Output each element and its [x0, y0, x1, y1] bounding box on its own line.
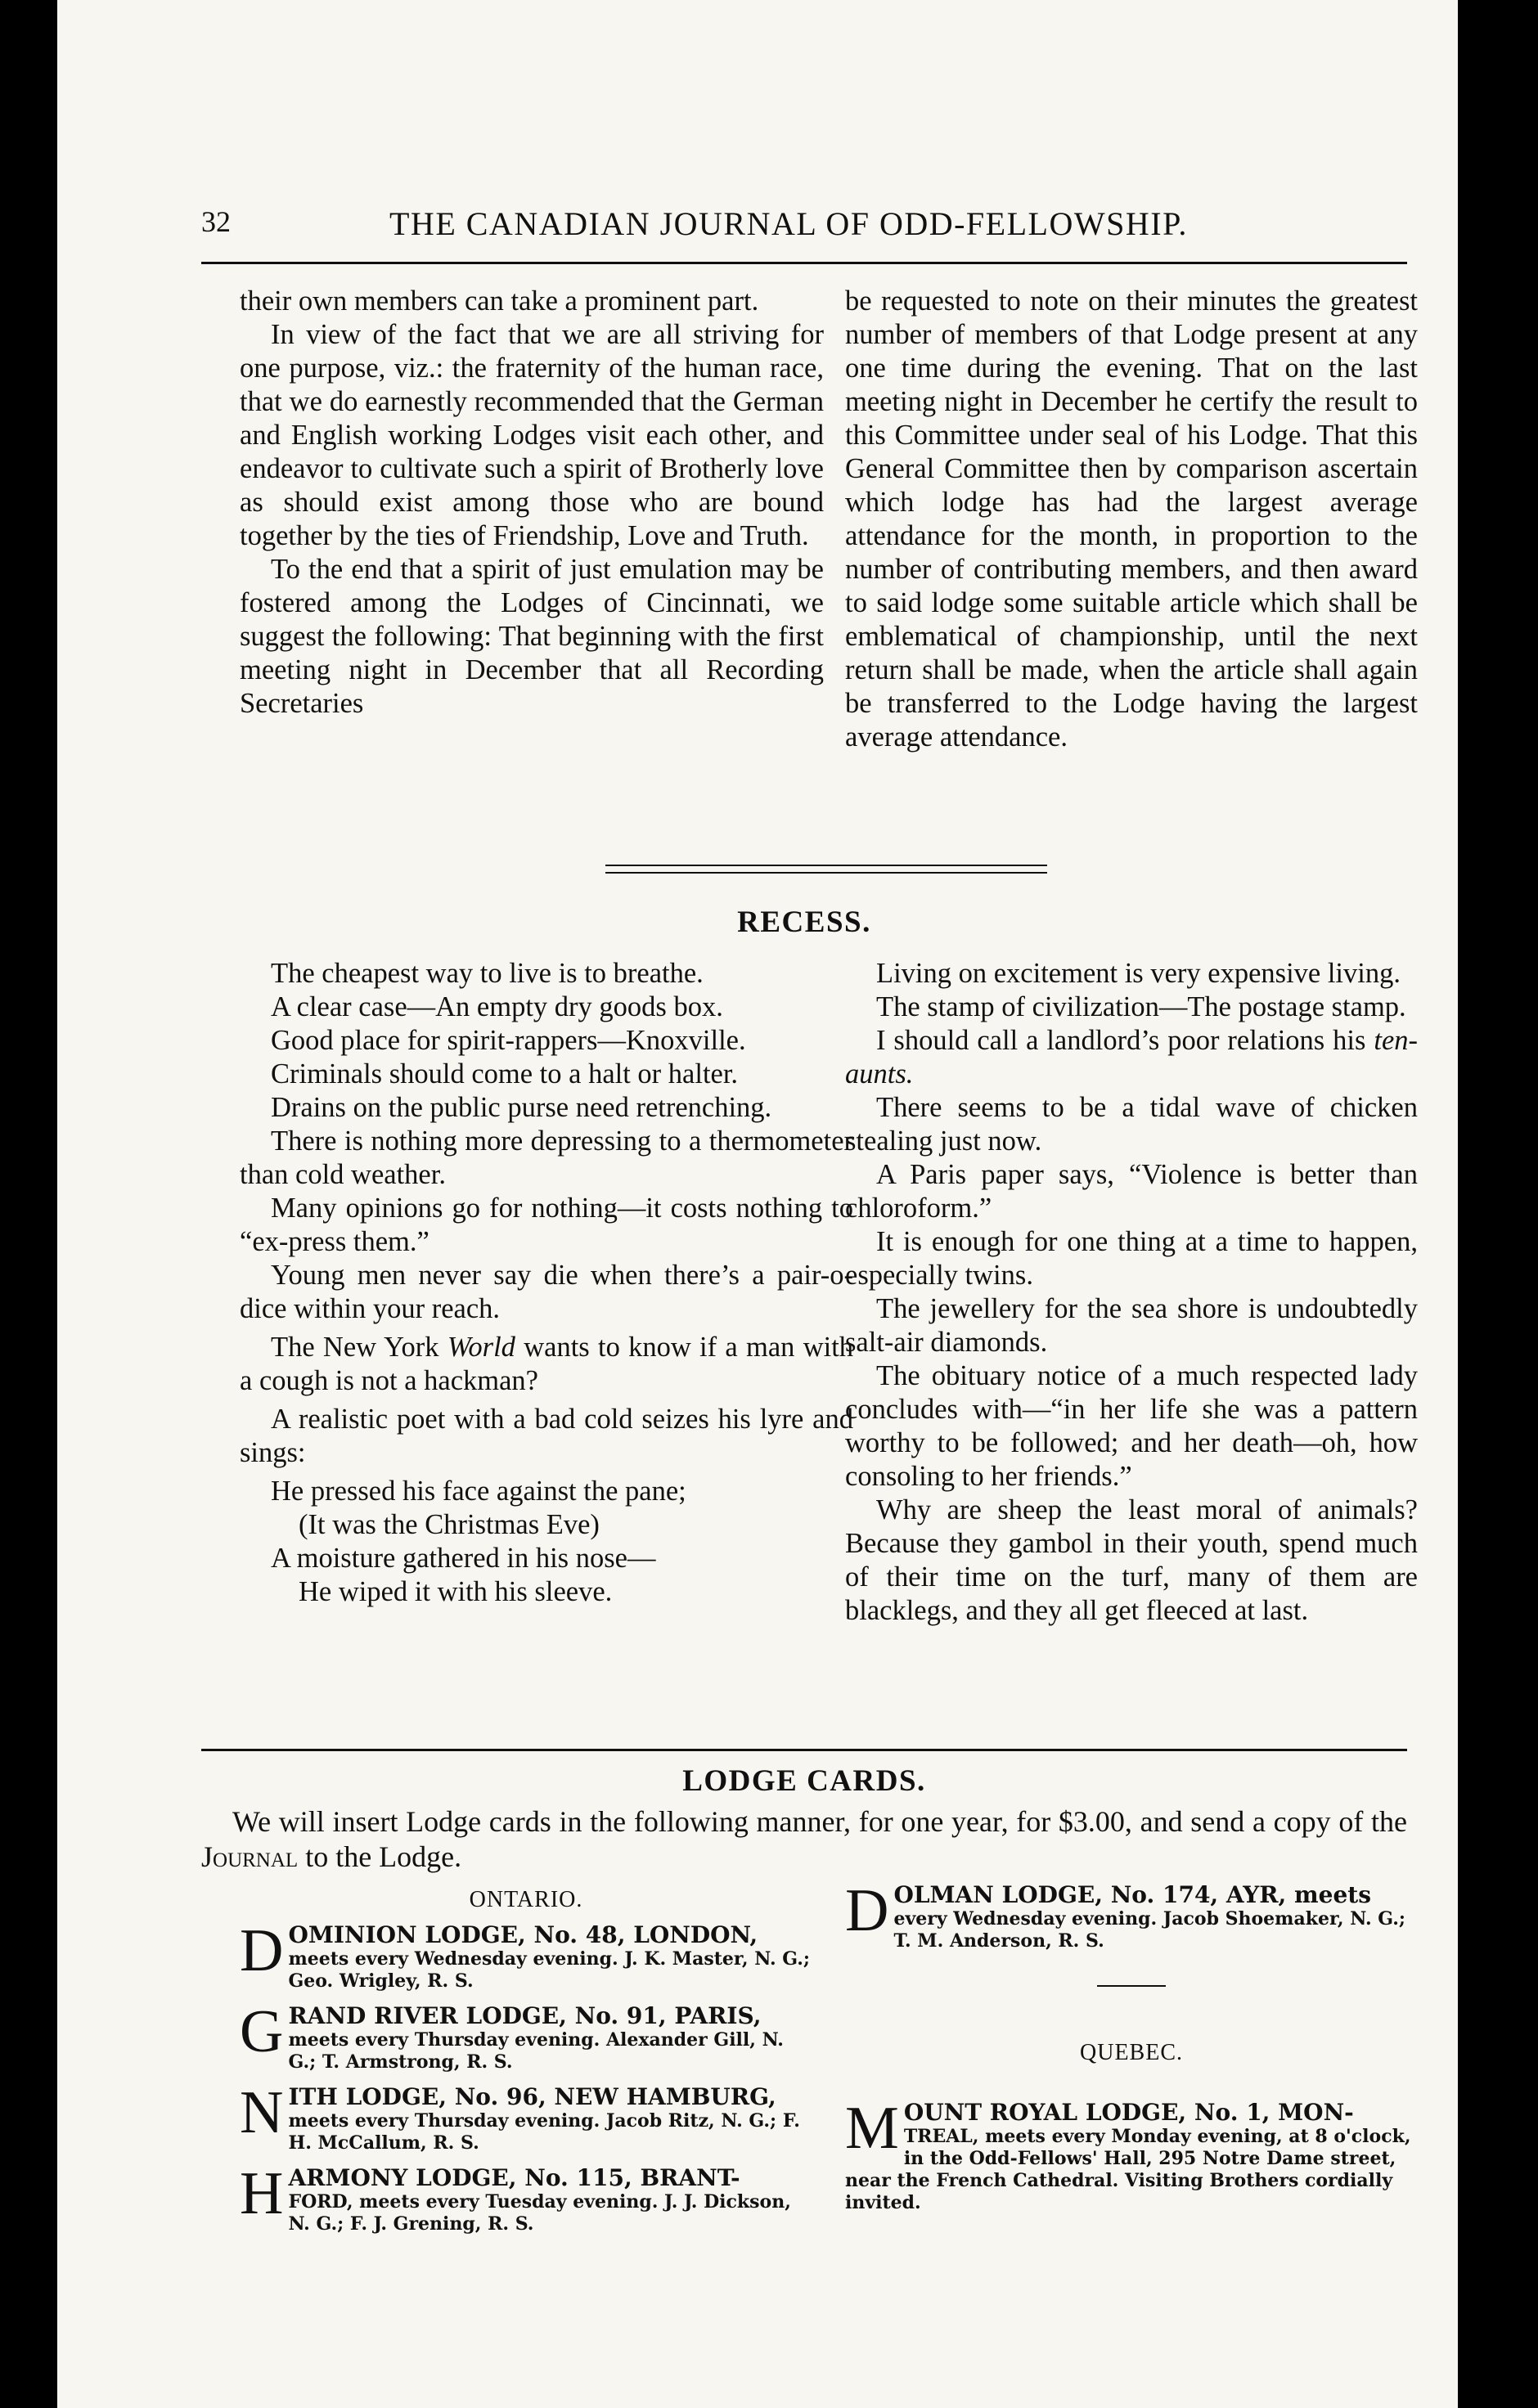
- lodge-card-dominion: [240, 1917, 812, 1992]
- header-rule: [201, 262, 1407, 264]
- lodge-card-body: TREAL, meets every Monday evening, at 8 o'clock, in the Odd-Fellows' Hall, 295 Notre Dame street, near the French Cathedral. Visiting Brothers cordially invited.: [845, 2126, 1411, 2213]
- lodge-card-body: FORD, meets every Tuesday evening. J. J. Dickson, N. G.; F. J. Grening, R. S.: [288, 2191, 791, 2235]
- verse-line: A moisture gathered in his nose—: [271, 1543, 656, 1574]
- lodge-card-body: meets every Thursday evening. Jacob Ritz, N. G.; F. H. McCallum, R. S.: [288, 2110, 800, 2154]
- drop-cap: N: [240, 2079, 284, 2146]
- article-left-column: [240, 285, 824, 721]
- ten-aunts-italic: ten-aunts.: [845, 1025, 1419, 1089]
- lodge-card-harmony: [240, 2160, 812, 2235]
- recess-joke: Why are sheep the least moral of animals? Because they gambol in their youth, spend much of their time on the turf, many of them are blacklegs, and they all get fleeced at last.: [845, 1494, 1418, 1626]
- recess-joke: Young men never say die when there’s a pair-o-dice within your reach.: [240, 1260, 853, 1324]
- article-paragraph: be requested to note on their minutes the greatest number of members of that Lodge present at any one time during the evening. That on the last meeting night in December he certify the result to this Committee under seal of his Lodge. That this General Committee then by comparison ascertain which lodge has had the largest average attendance for the month, in proportion to the number of contributing members, and then award to said lodge some suitable article which shall be emblematical of championship, until the next return shall be made, when the article shall again be transferred to the Lodge having the largest average attendance.: [845, 285, 1418, 752]
- lodge-card-heading: ITH LODGE, No. 96, NEW HAMBURG,: [288, 2083, 776, 2110]
- recess-joke-tenaunts: I should call a landlord’s poor relations his ten-aunts.: [845, 1025, 1419, 1089]
- recess-verse: [240, 1475, 853, 1609]
- lodge-card-heading: RAND RIVER LODGE, No. 91, PARIS,: [288, 2002, 762, 2029]
- drop-cap: D: [240, 1917, 284, 1984]
- recess-poet-intro: A realistic poet with a bad cold seizes his lyre and sings:: [240, 1404, 853, 1468]
- recess-title: RECESS.: [737, 905, 871, 939]
- article-right-column: [845, 285, 1418, 754]
- recess-joke: The cheapest way to live is to breathe.: [271, 958, 704, 989]
- recess-joke: The stamp of civilization—The postage stamp.: [876, 991, 1406, 1022]
- lodge-card-grand-river: [240, 1998, 812, 2073]
- recess-joke: It is enough for one thing at a time to happen, especially twins.: [845, 1226, 1418, 1291]
- lodge-card-heading: OMINION LODGE, No. 48, LONDON,: [288, 1921, 758, 1948]
- drop-cap: D: [845, 1877, 889, 1944]
- verse-line: He wiped it with his sleeve.: [299, 1576, 613, 1607]
- lodge-card-heading: OUNT ROYAL LODGE, No. 1, MON-: [903, 2099, 1354, 2126]
- recess-joke: A Paris paper says, “Violence is better than chloroform.”: [845, 1159, 1418, 1224]
- recess-joke: Drains on the public purse need retrenching.: [271, 1092, 772, 1123]
- scan-border-left: [0, 0, 57, 2408]
- lodge-cards-rule: [201, 1749, 1407, 1751]
- verse-line: He pressed his face against the pane;: [271, 1476, 686, 1507]
- recess-joke: There seems to be a tidal wave of chicken stealing just now.: [845, 1092, 1418, 1157]
- article-paragraph: To the end that a spirit of just emulation may be fostered among the Lodges of Cincinnati, we suggest the following: That beginning with the first meeting night in December that all Recording Secretaries: [240, 554, 824, 719]
- short-divider: [1097, 1985, 1166, 1987]
- ontario-label: ONTARIO.: [469, 1887, 583, 1912]
- recess-left-column: [240, 957, 853, 1609]
- verse-line: (It was the Christmas Eve): [299, 1509, 600, 1540]
- lodge-card-mount-royal: [845, 2095, 1418, 2214]
- recess-joke: Criminals should come to a halt or halter.: [271, 1058, 739, 1089]
- recess-joke: Living on excitement is very expensive living.: [876, 958, 1401, 989]
- drop-cap: G: [240, 1998, 284, 2065]
- journal-page: [57, 0, 1458, 2408]
- drop-cap: H: [240, 2160, 284, 2227]
- recess-joke: Good place for spirit-rappers—Knoxville.: [271, 1025, 746, 1056]
- page-header: [201, 204, 1407, 254]
- article-paragraph: In view of the fact that we are all striving for one purpose, viz.: the fraternity of the human race, that we do earnestly recommended that the German and English working Lodges visit each other, and endeavor to cultivate such a spirit of Brotherly love as should exist among those who are bound together by the ties of Friendship, Love and Truth.: [240, 319, 824, 551]
- journal-small-caps: Journal: [201, 1840, 299, 1873]
- article-paragraph: their own members can take a prominent part.: [240, 285, 759, 317]
- lodge-card-dolman: [845, 1877, 1418, 1952]
- lodge-card-heading: OLMAN LODGE, No. 174, AYR, meets: [893, 1881, 1371, 1908]
- lodge-cards-left-column: [240, 1883, 812, 2247]
- recess-joke: A clear case—An empty dry goods box.: [271, 991, 723, 1022]
- lodge-card-body: meets every Wednesday evening. J. K. Master, N. G.; Geo. Wrigley, R. S.: [288, 1948, 811, 1992]
- lodge-card-heading: ARMONY LODGE, No. 115, BRANT-: [288, 2164, 740, 2191]
- lodge-card-nith: [240, 2079, 812, 2154]
- recess-joke: The obituary notice of a much respected lady concludes with—“in her life she was a pattern worthy to be followed; and her death—oh, how consoling to her friends.”: [845, 1360, 1418, 1492]
- recess-joke: Many opinions go for nothing—it costs nothing to “ex-press them.”: [240, 1193, 853, 1257]
- drop-cap: M: [845, 2095, 899, 2162]
- lodge-cards-intro: We will insert Lodge cards in the following manner, for one year, for $3.00, and send a copy of the Journal to the Lodge.: [201, 1805, 1407, 1873]
- lodge-card-body: every Wednesday evening. Jacob Shoemaker, N. G.; T. M. Anderson, R. S.: [893, 1908, 1406, 1952]
- recess-joke-world: The New York World wants to know if a man with a cough is not a hackman?: [240, 1332, 854, 1396]
- section-divider: [605, 865, 1047, 874]
- lodge-cards-title: LODGE CARDS.: [682, 1764, 926, 1798]
- page-number: 32: [201, 205, 231, 238]
- scan-border-right: [1458, 0, 1538, 2408]
- running-head: THE CANADIAN JOURNAL OF ODD-FELLOWSHIP.: [389, 205, 1188, 242]
- recess-right-column: [845, 957, 1418, 1628]
- lodge-card-body: meets every Thursday evening. Alexander Gill, N. G.; T. Armstrong, R. S.: [288, 2029, 784, 2073]
- world-italic: World: [447, 1332, 515, 1363]
- quebec-label: QUEBEC.: [1080, 2040, 1183, 2065]
- recess-joke: There is nothing more depressing to a thermometer than cold weather.: [240, 1125, 853, 1190]
- recess-joke: The jewellery for the sea shore is undoubtedly salt-air diamonds.: [845, 1293, 1418, 1358]
- lodge-cards-right-column: [845, 1877, 1418, 2226]
